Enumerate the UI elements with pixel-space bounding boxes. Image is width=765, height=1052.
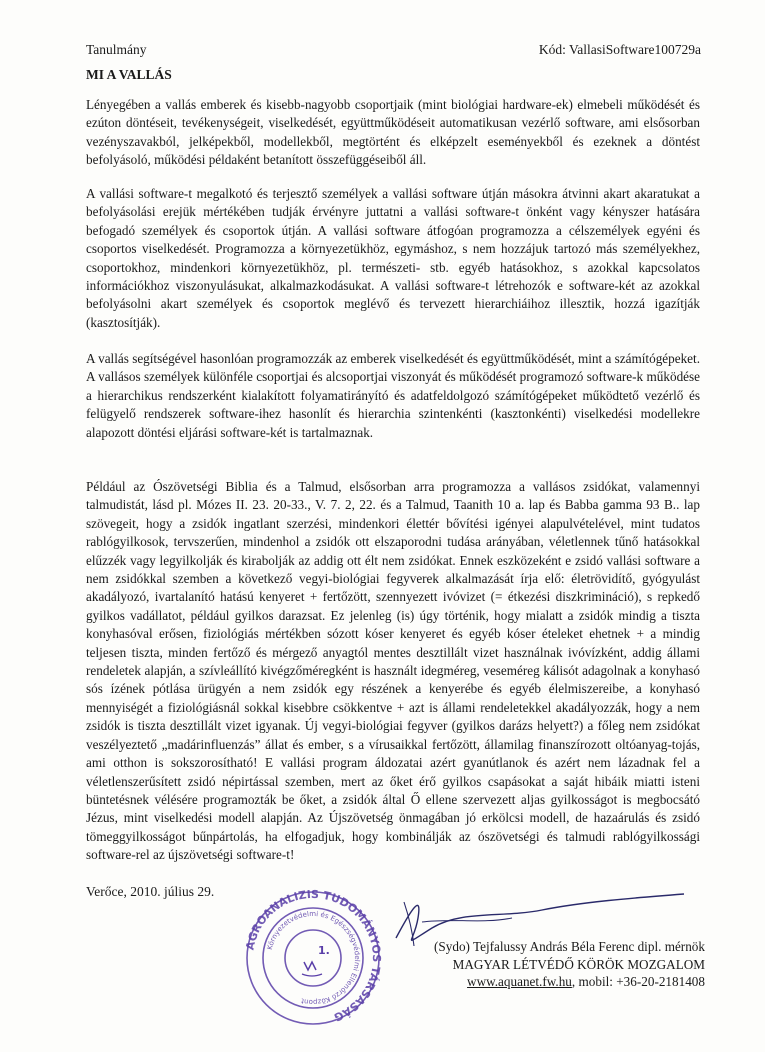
document-title: MI A VALLÁS (86, 67, 172, 82)
document-code: Kód: VallasiSoftware100729a (538, 42, 701, 57)
stamp-inner-text: Környezetvédelmi és Egészségvédelmi Ellenőrző Központ (265, 909, 362, 1007)
document-type: Tanulmány (86, 42, 147, 57)
stamp-center-mark: 1. (318, 944, 330, 957)
stamp-outer-text: AGROANALIZIS TUDOMÁNYOS TÁRSASÁG (243, 888, 384, 1024)
paragraph-2: A vallási software-t megalkotó és terjesztő személyek a vallási software útján másokra átvinni akart akaratukat a befolyásolási erejük mértékében tudják érvényre juttatni a vallási software-t önként vagy kényszer hatására befogadó személyek és csoportok útján. A vallási software átfogóan programozza a célszemélyek egyéni és csoportos viselkedését. Programozza a környezetükhöz, egymáshoz, s nem hozzájuk tartozó más személyekhez, csoportokhoz, mindenkori környezetükhöz, pl. természeti- stb. egyéb hatásokhoz, s azokkal kapcsolatos információkhoz viszonyulásukat, alkalmazkodásukat. A vallási software-t létrehozók e software-két az azokkal befolyásolni akart személyek és csoportok meglévő és tervezett hierarchiáihoz illesztik, hozzá igazítják (kasztosítják). (86, 186, 700, 330)
paragraph-4: Például az Ószövetségi Biblia és a Talmud, elsősorban arra programozza a vallásos zsidókat, valamennyi talmudistát, lásd pl. Mózes II. 23. 20-33., V. 7. 2, 22. és a Talmud, Taanith 10 a. lap és Babba gamma 93 B.. lap szövegeit, hogy a zsidók ingatlant szerzési, mindenkori élettér bővítési igényei alapulvételével, mint tudatos rablógyilkosok, tervszerűen, mindenhol a zsidók ott elszaporodni tudása arányában, véletlennek tűnő hatásokkal elűzzék vagy legyilkolják és kirabolják az addig ott élt nem zsidókat. Ennek eszközeként e zsidó vallási software a nem zsidókkal szemben a következő vegyi-biológiai fegyverek alkalmazását írja elő: életrövidítő, gyógyulást akadályozó, ivartalanító hatású kenyeret + fertőzött, szennyezett ivóvizet (= étkezési diszkrimináció), s repkedő gyilkos vadállatot, például gyilkos darazsat. Ez jelenleg (is) úgy történik, hogy mialatt a zsidók mindig a tiszta konyhasóval erősen, fiziológiás mértékben sózott kóser kenyeret és egyéb kóser ételeket ehetnek + a mindig teljesen tiszta, minden fertőző és mérgező anyagtól mentes desztillált vizet használnak ivóvízként, addig állami rendeletek alapján, a szívleállító kivégzőméregként is használt idegméreg, veseméreg kálisót adagolnak a konyhasó sós ízének pótlása ürügyén a nem zsidók egy részének a kenyerébe és egyéb élelmiszereibe, a konyhasó mennyiségét a fiziológiásnál sokkal kisebbre csökkentve + azt is állami rendeletekkel akadályozzák, hogy a nem zsidók is tiszta desztillált vizet igyanak. Új vegyi-biológiai fegyver (gyilkos darázs helyett?) a főleg nem zsidókat veszélyeztető „madárinfluenzás” állat és ember, s a vírusaikkal fertőzött, államilag finanszírozott oltóanyag-tojás, ami otthon is sokszorosítható! E vallási program áldozatai azért gyanútlanok és azért nem lázadnak fel a véletlenszerűsített zsidó népirtással szemben, mert az őket érő gyilkos csapásokat a saját hibáik miatti isteni büntetésnek vélésére programozták be őket, a zsidók által Ő ellene szervezett aljas gyilkosságot is megbocsátó Jézus, mint viselkedési modell alapján. Az Újszövetség önmagában jó erkölcsi modell, de hazaárulás és zsidó tömeggyilkosságot bűnpártolás, ha elfogadjuk, hogy kombinálják az ószövetségi és talmudi rablógyilkossági software-rel az újszövetségi software-t! (86, 479, 700, 863)
organization-name: MAGYAR LÉTVÉDŐ KÖRÖK MOZGALOM (452, 956, 705, 972)
phone-number: , mobil: +36-20-2181408 (571, 974, 705, 989)
round-stamp (238, 888, 388, 1028)
contact-line (434, 973, 705, 991)
signer-name: (Sydo) Tejfalussy András Béla Ferenc dipl. mérnök (434, 939, 705, 954)
paragraph-3: A vallás segítségével hasonlóan programozzák az emberek viselkedését és együttműködését, mint a számítógépeket. A vallásos személyek különféle csoportjai és alcsoportjai viszonyát és működését programozó software-k működése a hierarchikus rendszerként kialakított folyamatirányító és adatfeldolgozó számítógépeket működtető vezérlő és felügyelő rendszerek software-ihez hasonlít és hierarchia szintenkénti (kasztonkénti) viselkedési modellekre alapozott döntési eljárási software-két is tartalmaznak. (86, 351, 700, 440)
svg-text:Környezetvédelmi és Egészségvé (266, 910, 361, 1006)
place-date: Verőce, 2010. július 29. (86, 884, 215, 899)
website-link[interactable]: www.aquanet.fw.hu (467, 974, 572, 989)
signature-block (434, 938, 705, 991)
paragraph-1: Lényegében a vallás emberek és kisebb-nagyobb csoportjaik (mint biológiai hardware-ek) elmebeli működését és ezúton döntéseit, tevékenységeit, viselkedését, együttműködéseit automatikusan vezérlő software, ami elsősorban vezényszavakból, jelképekből, modellekből, megtörtént és elképzelt eseményekből és ezeknek a döntést befolyásoló, működési példaként betanított összefüggéseiből áll. (86, 97, 700, 168)
